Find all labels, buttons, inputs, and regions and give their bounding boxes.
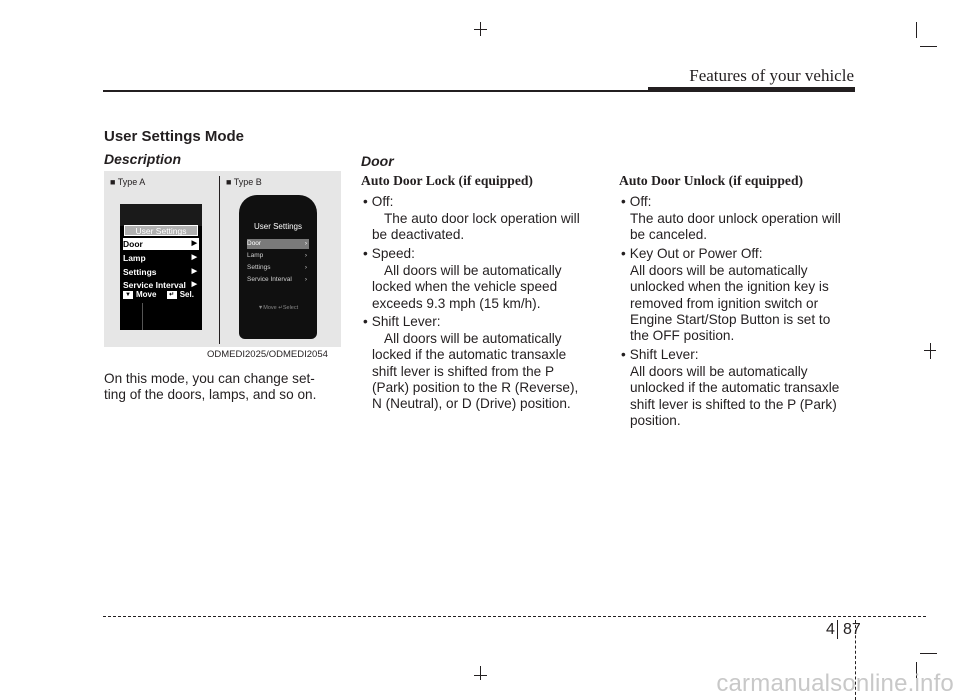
screen-b-item-label: Service Interval bbox=[247, 276, 292, 283]
desc-line: All doors will be automatically bbox=[630, 263, 808, 278]
lock-option-shift-lever bbox=[363, 314, 441, 330]
screen-a-item-lamp bbox=[123, 252, 199, 264]
section-title: User Settings Mode bbox=[104, 128, 245, 145]
intro-line-1: On this mode, you can change set- bbox=[104, 371, 315, 386]
chevron-right-icon: › bbox=[304, 264, 307, 271]
intro-line-2: ting of the doors, lamps, and so on. bbox=[104, 387, 317, 402]
screen-a-topbar bbox=[120, 204, 202, 226]
desc-line: exceeds 9.3 mph (15 km/h). bbox=[372, 295, 541, 311]
bullet-icon: • bbox=[363, 246, 368, 261]
lock-option-speed bbox=[363, 246, 415, 262]
lock-shift-desc bbox=[372, 331, 578, 412]
desc-line: locked when the vehicle speed bbox=[372, 279, 558, 295]
display-figure bbox=[104, 171, 341, 347]
screen-a-item-label: Lamp bbox=[123, 253, 146, 263]
auto-door-lock-heading: Auto Door Lock (if equipped) bbox=[361, 173, 533, 188]
screen-b-item-service-interval bbox=[247, 275, 309, 285]
unlock-key-out-desc bbox=[630, 263, 830, 344]
option-label: Off: bbox=[629, 194, 652, 209]
unlock-option-key-out bbox=[621, 246, 762, 262]
bullet-icon: • bbox=[621, 347, 626, 362]
type-a-label: ■ Type A bbox=[110, 177, 146, 187]
crop-mark-bottom-h bbox=[474, 675, 487, 676]
crop-mark-top-right-v bbox=[916, 22, 917, 38]
bullet-icon: • bbox=[621, 246, 626, 261]
screen-b-item-door bbox=[247, 239, 309, 249]
bullet-icon: • bbox=[363, 314, 368, 329]
type-b-screen bbox=[239, 195, 317, 339]
crop-mark-bottom-v bbox=[480, 666, 481, 680]
bullet-icon: • bbox=[621, 194, 626, 209]
desc-line: shift lever is shifted to the P (Park) bbox=[630, 396, 837, 412]
option-label: Key Out or Power Off: bbox=[629, 246, 763, 261]
unlock-option-off bbox=[621, 194, 651, 210]
desc-line: the OFF position. bbox=[630, 328, 735, 344]
description-subheading: Description bbox=[104, 151, 182, 167]
screen-b-item-label: Lamp bbox=[247, 252, 264, 259]
type-b-label: ■ Type B bbox=[226, 177, 262, 187]
screen-a-item-label: Service Interval bbox=[123, 280, 186, 290]
screen-a-footer bbox=[123, 289, 199, 301]
screen-a-item-label: Settings bbox=[123, 267, 157, 277]
lock-speed-desc bbox=[372, 263, 562, 312]
desc-line: All doors will be automatically bbox=[384, 263, 562, 278]
right-arrow-icon: ▶ bbox=[191, 240, 197, 247]
page-number-divider bbox=[837, 620, 838, 639]
screen-a-select-label: Sel. bbox=[179, 290, 194, 299]
screen-b-footer: ▼Move ↵Select bbox=[257, 305, 299, 311]
chevron-right-icon: › bbox=[304, 252, 307, 259]
unlock-option-shift-lever bbox=[621, 347, 699, 363]
chevron-right-icon: › bbox=[304, 276, 307, 283]
watermark: carmanualsonline.info bbox=[716, 670, 954, 697]
bullet-icon: • bbox=[363, 194, 368, 209]
chapter-number: 4 bbox=[826, 621, 835, 638]
type-a-screen bbox=[120, 204, 202, 330]
screen-b-item-settings bbox=[247, 263, 309, 273]
figure-code: ODMEDI2025/ODMEDI2054 bbox=[207, 349, 328, 360]
desc-line: Engine Start/Stop Button is set to bbox=[630, 311, 831, 327]
page-number: 87 bbox=[843, 621, 861, 638]
screen-a-item-settings bbox=[123, 266, 199, 278]
desc-line: be canceled. bbox=[630, 227, 708, 243]
header-rule-accent bbox=[648, 87, 855, 92]
footer-rule bbox=[103, 616, 926, 617]
right-arrow-icon: ▶ bbox=[191, 254, 197, 261]
screen-b-title: User Settings bbox=[253, 222, 303, 231]
auto-door-unlock-heading: Auto Door Unlock (if equipped) bbox=[619, 173, 804, 188]
desc-line: All doors will be automatically bbox=[384, 331, 562, 346]
unlock-off-desc bbox=[630, 211, 841, 244]
desc-line: locked if the automatic transaxle bbox=[372, 347, 567, 363]
desc-line: The auto door unlock operation will bbox=[630, 211, 841, 226]
crop-mark-bottom-right-h bbox=[920, 653, 937, 654]
desc-line: The auto door lock operation will bbox=[384, 211, 580, 226]
right-arrow-icon: ▶ bbox=[191, 268, 197, 275]
option-label: Shift Lever: bbox=[629, 347, 699, 362]
crop-mark-right-v bbox=[930, 343, 931, 359]
option-label: Speed: bbox=[371, 246, 415, 261]
running-header-title: Features of your vehicle bbox=[689, 66, 854, 85]
desc-line: N (Neutral), or D (Drive) position. bbox=[372, 396, 571, 412]
unlock-shift-desc bbox=[630, 364, 839, 429]
screen-a-move-label: Move bbox=[136, 290, 157, 299]
desc-line: All doors will be automatically bbox=[630, 364, 808, 379]
crop-mark-top-right-h bbox=[920, 46, 937, 47]
screen-b-item-lamp bbox=[247, 251, 309, 261]
desc-line: removed from ignition switch or bbox=[630, 295, 819, 311]
right-arrow-icon: ▶ bbox=[191, 281, 197, 288]
screen-a-line bbox=[142, 303, 143, 330]
lock-option-off bbox=[363, 194, 393, 210]
desc-line: position. bbox=[630, 412, 681, 428]
option-label: Off: bbox=[371, 194, 394, 209]
crop-mark-top-h bbox=[474, 29, 487, 30]
figure-divider bbox=[219, 176, 220, 344]
desc-line: shift lever is shifted from the P bbox=[372, 363, 555, 379]
enter-key-icon: ↵ bbox=[167, 291, 177, 299]
screen-b-item-label: Settings bbox=[247, 264, 271, 271]
screen-a-title: User Settings bbox=[124, 225, 198, 236]
screen-a-item-label: Door bbox=[123, 239, 143, 249]
desc-line: be deactivated. bbox=[372, 227, 465, 243]
screen-a-item-door bbox=[123, 238, 199, 250]
option-label: Shift Lever: bbox=[371, 314, 441, 329]
desc-line: unlocked if the automatic transaxle bbox=[630, 380, 840, 396]
door-subheading: Door bbox=[361, 153, 394, 169]
desc-line: (Park) position to the R (Reverse), bbox=[372, 379, 579, 395]
screen-b-item-label: Door bbox=[247, 240, 262, 247]
down-key-icon: ▼ bbox=[123, 291, 133, 299]
lock-off-desc bbox=[372, 211, 580, 244]
desc-line: unlocked when the ignition key is bbox=[630, 279, 829, 295]
chevron-right-icon: › bbox=[304, 240, 307, 247]
crop-mark-right-h bbox=[924, 350, 936, 351]
